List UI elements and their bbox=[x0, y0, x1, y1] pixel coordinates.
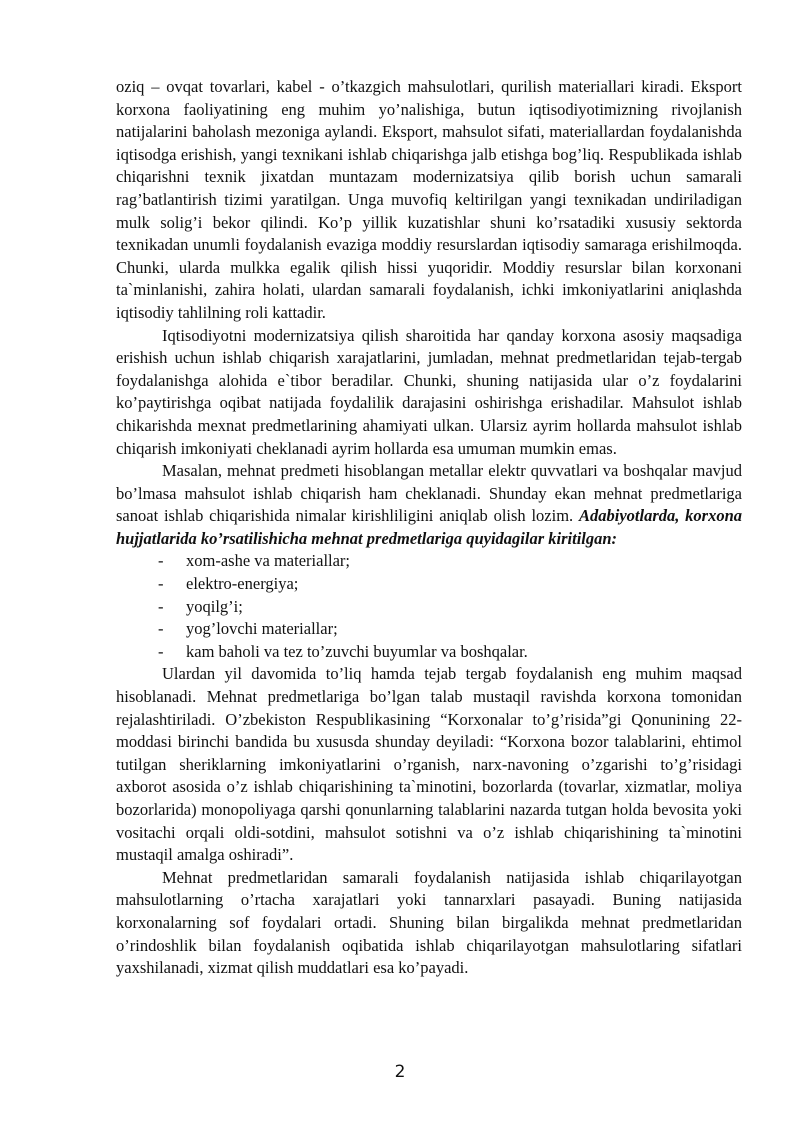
materials-list bbox=[116, 550, 742, 663]
list-item-text: yoqilg’i; bbox=[186, 596, 243, 616]
list-item-text: kam baholi va tez to’zuvchi buyumlar va boshqalar. bbox=[186, 641, 528, 661]
paragraph-1: oziq – ovqat tovarlari, kabel - o’tkazgich mahsulotlari, qurilish materiallari kiradi. Eksport korxona faoliyatining eng muhim yo’nalishiga, butun iqtisodiyotimizning rivojlanish natijalarini baholash mezoniga aylandi. Eksport, mahsulot sifati, materiallardan foydalanishda iqtisodga erishish, yangi texnikani ishlab chiqarishga jalb etishga bog’liq. Respublikada ishlab chiqarishni texnik jixatdan muntazam modernizatsiya qilib borish uchun samarali rag’batlantirish tizimi yaratilgan. Unga muvofiq keltirilgan yangi texnikadan undiriladigan mulk solig’i bekor qilindi. Ko’p yillik kuzatishlar shuni ko’rsatadiki xususiy sektorda texnikadan unumli foydalanish evaziga moddiy resurslardan iqtisodiy samaraga erishilmoqda. Chunki, ularda mulkka egalik qilish hissi yuqoridir. Moddiy resurslar bilan korxonani ta`minlanishi, zahira holati, ulardan samarali foydalanish, ichki imkoniyatlarini aniqlashda iqtisodiy tahlilning roli kattadir. bbox=[116, 77, 742, 322]
list-dash: - bbox=[158, 551, 164, 571]
list-item-text: xom-ashe va materiallar; bbox=[186, 551, 351, 571]
paragraph-3 bbox=[116, 460, 742, 550]
page-number: 2 bbox=[394, 1062, 406, 1082]
list-item bbox=[158, 618, 742, 641]
paragraph-4: Ulardan yil davomida to’liq hamda tejab tergab foydalanish eng muhim maqsad hisoblanadi. Mehnat predmetlariga bo’lgan talab mustaqil ravishda korxona tomonidan rejalashtiriladi. O’zbekiston Respublikasining “Korxonalar to’g’risida”gi Qonunining 22-moddasi birinchi bandida bu xususda shunday deyiladi: “Korxona bozor talablarini, ehtimol tutilgan sheriklarning imkoniyatlarini o’rganish, narx-navoning o’zgarishi to’g’risidagi axborot asosida o’z ishlab chiqarishining ta`minotini, bozorlarda (tovarlar, xizmatlar, moliya bozorlarida) monopoliyaga qarshi qonunlarning talablarini nazarda tutgan holda bevosita yoki vositachi orqali oldi-sotdini, mahsulot sotishni va o’z ishlab chiqarishining ta`minotini mustaqil amalga oshiradi”. bbox=[116, 664, 742, 865]
paragraph-2: Iqtisodiyotni modernizatsiya qilish sharoitida har qanday korxona asosiy maqsadiga erishish uchun ishlab chiqarish xarajatlarini, jumladan, mehnat predmetlaridan tejab-tergab foydalanishga alohida e`tibor beradilar. Chunki, shuning natijasida ular o’z foydalarini ko’paytirishga oqibat natijada foydalilik darajasini oshirishga erishadilar. Mahsulot ishlab chikarishda mexnat predmetlarining ahamiyati ulkan. Ularsiz ayrim hollarda mahsulot ishlab chiqarish imkoniyati cheklanadi ayrim hollarda esa umuman mumkin emas. bbox=[116, 325, 742, 458]
paragraph-3-text: Masalan, mehnat predmeti hisoblangan metallar elektr quvvatlari va boshqalar mavjud bo’lmasa mahsulot ishlab chiqarish ham cheklanadi. Shunday ekan mehnat predmetlariga sanoat ishlab chiqarishida nimalar kirishliligini aniqlab olish lozim. bbox=[116, 461, 742, 526]
list-dash: - bbox=[158, 596, 164, 616]
list-dash: - bbox=[158, 619, 164, 639]
list-dash: - bbox=[158, 641, 164, 661]
list-item-text: elektro-energiya; bbox=[186, 574, 299, 594]
paragraph-3-emphasis: Adabiyotlarda, korxona hujjatlarida ko’rsatilishicha mehnat predmetlariga quyidagilar kiritilgan: bbox=[116, 506, 743, 548]
list-item bbox=[158, 596, 742, 619]
list-item bbox=[158, 641, 742, 664]
list-item-text: yog’lovchi materiallar; bbox=[186, 619, 338, 639]
list-dash: - bbox=[158, 574, 164, 594]
paragraph-5: Mehnat predmetlaridan samarali foydalanish natijasida ishlab chiqarilayotgan mahsulotlarning o’rtacha xarajatlari yoki tannarxlari pasayadi. Buning natijasida korxonalarning sof foydalari ortadi. Shuning bilan birgalikda mehnat predmetlaridan o’rindoshlik bilan foydalanish oqibatida ishlab chiqarilayotgan mahsulotlaring sifatlari yaxshilanadi, xizmat qilish muddatlari esa ko’payadi. bbox=[116, 867, 742, 978]
list-item bbox=[158, 573, 742, 596]
document-page bbox=[116, 76, 742, 980]
list-item bbox=[158, 550, 742, 573]
